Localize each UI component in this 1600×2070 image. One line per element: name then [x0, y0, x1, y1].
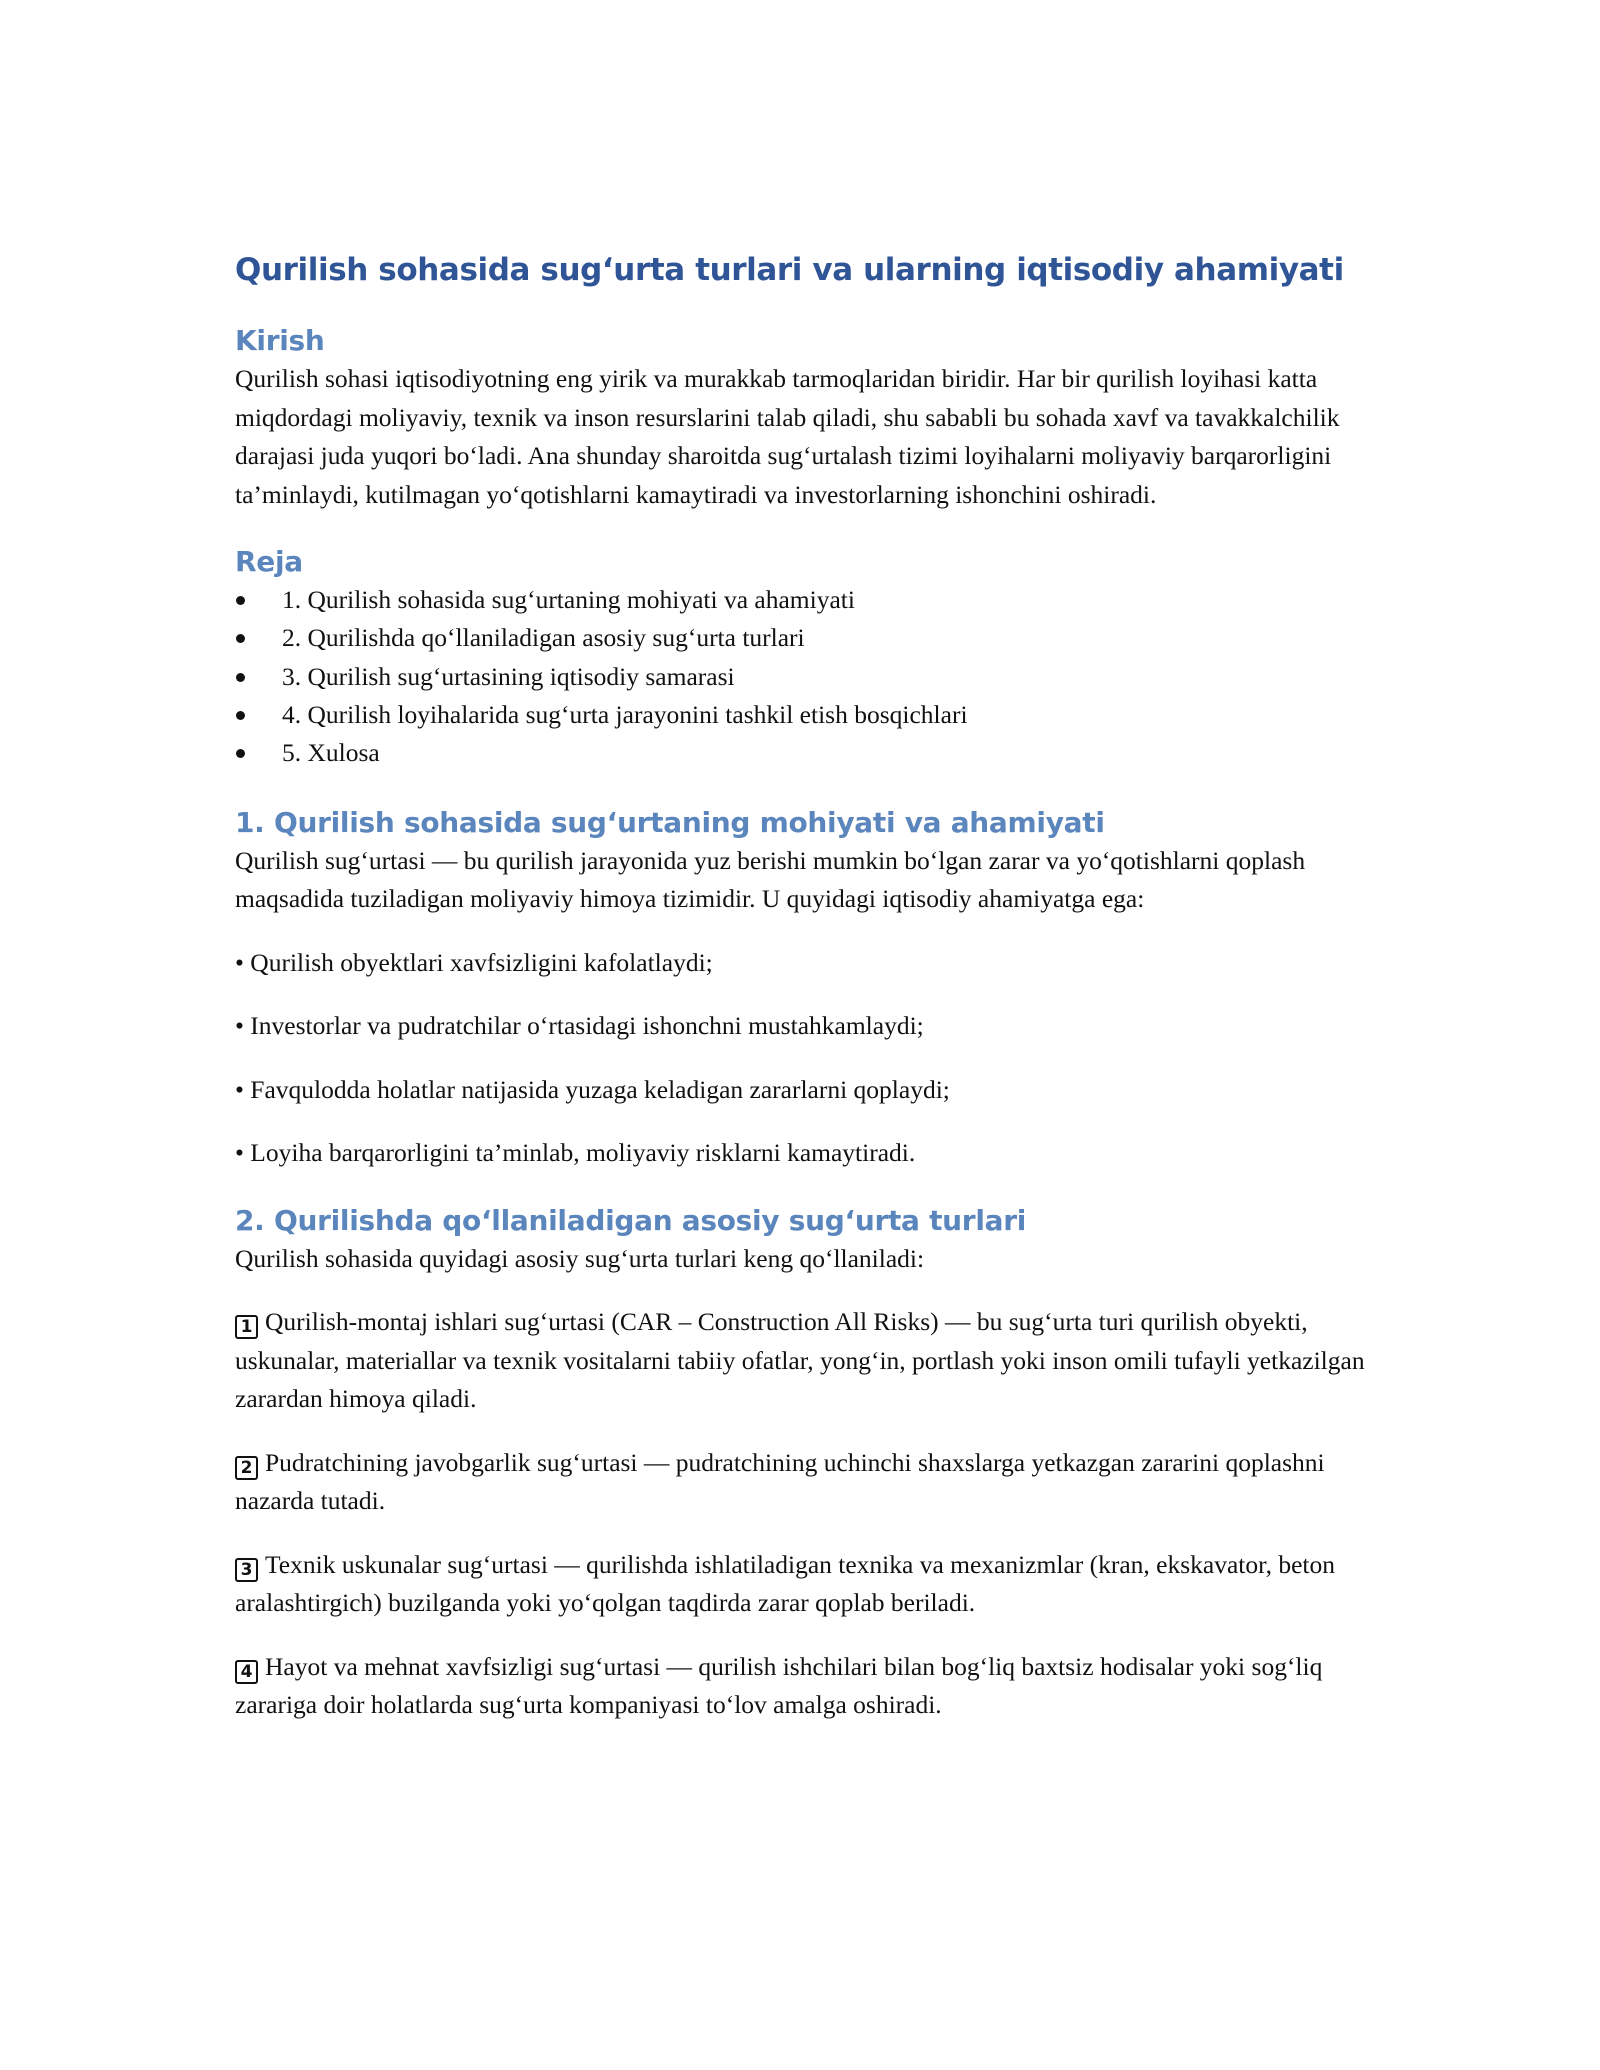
- number-1-icon: 1: [235, 1315, 258, 1339]
- section-2-item: 3 Texnik uskunalar sug‘urtasi — qurilishda ishlatiladigan texnika va mexanizmlar (kran, ekskavator, beton aralashtirgich) buzilganda yoki yo‘qolgan taqdirda zarar qoplab beriladi.: [235, 1549, 1336, 1618]
- document-page: [235, 252, 1370, 1755]
- plan-item: 4. Qurilish loyihalarida sug‘urta jarayonini tashkil etish bosqichlari: [235, 696, 1370, 734]
- intro-paragraph: Qurilish sohasi iqtisodiyotning eng yirik va murakkab tarmoqlaridan biridir. Har bir qurilish loyihasi katta miqdordagi moliyaviy, texnik va inson resurslarini talab qiladi, shu sababli bu sohada xavf va tavakkalchilik darajasi juda yuqori bo‘ladi. Ana shunday sharoitda sug‘urtalash tizimi loyihalarni moliyaviy barqarorligini ta’minlaydi, kutilmagan yo‘qotishlarni kamaytiradi va investorlarning ishonchini oshiradi.: [235, 364, 1340, 509]
- section-1-bullet: • Investorlar va pudratchilar o‘rtasidagi ishonchni mustahkamlaydi;: [235, 1011, 924, 1041]
- bullet-dot: [236, 749, 245, 758]
- number-4-icon: 4: [235, 1660, 258, 1684]
- section-2: [235, 1203, 1370, 1725]
- intro-section: [235, 323, 1370, 514]
- section-1-heading: 1. Qurilish sohasida sug‘urtaning mohiyati va ahamiyati: [235, 805, 1105, 839]
- section-1-bullet: • Loyiha barqarorligini ta’minlab, moliyaviy risklarni kamaytiradi.: [235, 1138, 916, 1168]
- plan-item: 5. Xulosa: [235, 734, 1370, 772]
- bullet-dot: [236, 634, 245, 643]
- number-2-icon: 2: [235, 1456, 258, 1480]
- section-1-bullet: • Favqulodda holatlar natijasida yuzaga keladigan zararlarni qoplaydi;: [235, 1074, 950, 1104]
- section-2-paragraph: Qurilish sohasida quyidagi asosiy sug‘urta turlari keng qo‘llaniladi:: [235, 1243, 925, 1273]
- intro-heading: Kirish: [235, 324, 325, 358]
- bullet-dot: [236, 673, 245, 682]
- plan-heading: Reja: [235, 545, 303, 579]
- number-3-icon: 3: [235, 1558, 258, 1582]
- section-1-paragraph: Qurilish sug‘urtasi — bu qurilish jarayonida yuz berishi mumkin bo‘lgan zarar va yo‘qotishlarni qoplash maqsadida tuziladigan moliyaviy himoya tizimidir. U quyidagi iqtisodiy ahamiyatga ega:: [235, 845, 1306, 914]
- section-2-item: 2 Pudratchining javobgarlik sug‘urtasi — pudratchining uchinchi shaxslarga yetkazgan zararini qoplashni nazarda tutadi.: [235, 1447, 1325, 1516]
- plan-item: 3. Qurilish sug‘urtasining iqtisodiy samarasi: [235, 658, 1370, 696]
- section-2-heading: 2. Qurilishda qo‘llaniladigan asosiy sug‘urta turlari: [235, 1203, 1027, 1237]
- bullet-dot: [236, 596, 245, 605]
- bullet-dot: [236, 711, 245, 720]
- document-title: Qurilish sohasida sug‘urta turlari va ularning iqtisodiy ahamiyati: [235, 252, 1344, 288]
- plan-item: 1. Qurilish sohasida sug‘urtaning mohiyati va ahamiyati: [235, 581, 1370, 619]
- section-2-item: 1 Qurilish-montaj ishlari sug‘urtasi (CAR – Construction All Risks) — bu sug‘urta turi qurilish obyekti, uskunalar, materiallar va texnik vositalarni tabiiy ofatlar, yong‘in, portlash yoki inson omili tufayli yetkazilgan zarardan himoya qiladi.: [235, 1307, 1365, 1414]
- plan-item: 2. Qurilishda qo‘llaniladigan asosiy sug‘urta turlari: [235, 619, 1370, 657]
- section-2-item: 4 Hayot va mehnat xavfsizligi sug‘urtasi — qurilish ishchilari bilan bog‘liq baxtsiz hodisalar yoki sog‘liq zarariga doir holatlarda sug‘urta kompaniyasi to‘lov amalga oshiradi.: [235, 1651, 1323, 1720]
- section-1-bullet: • Qurilish obyektlari xavfsizligini kafolatlaydi;: [235, 947, 713, 977]
- plan-list: [235, 581, 1370, 772]
- section-1: [235, 805, 1370, 1173]
